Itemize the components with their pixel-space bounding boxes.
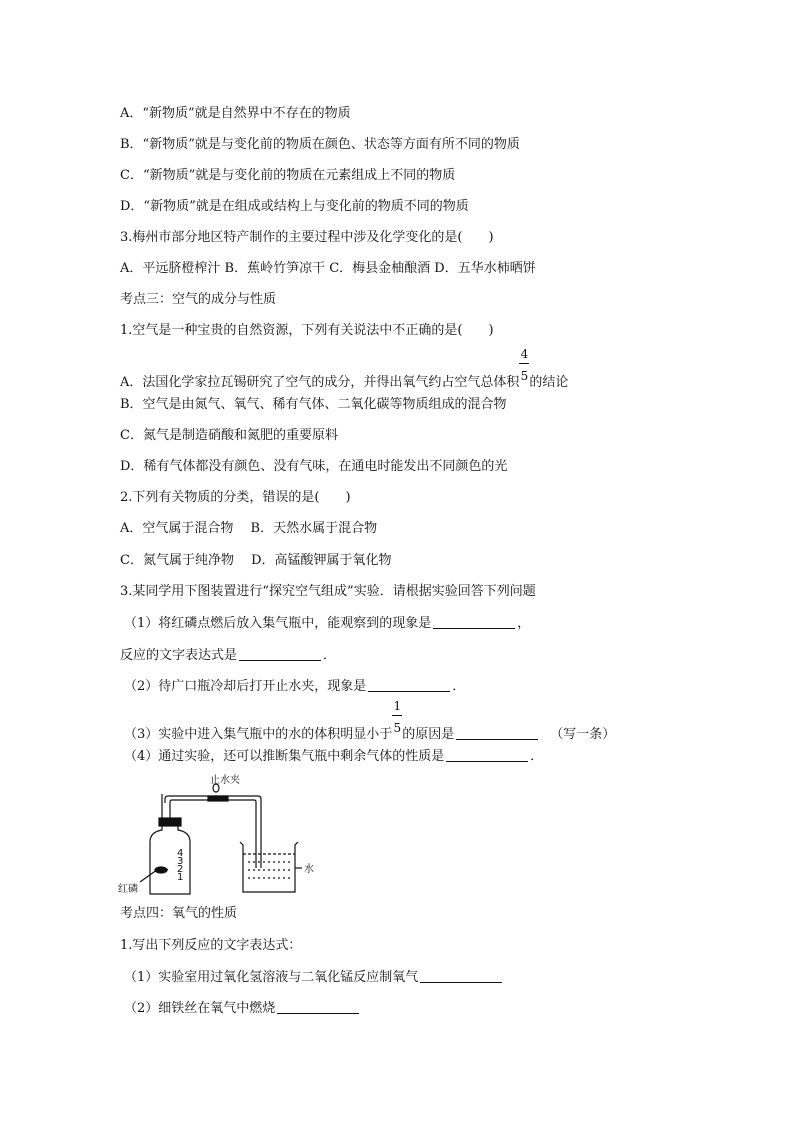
air-q3-part1-text: （1）将红磷点燃后放入集气瓶中，能观察到的现象是 [124,616,432,631]
scale-mark: 3 [177,856,184,867]
section-title-oxygen: 考点四：氧气的性质 [120,906,238,921]
answer-blank[interactable] [239,648,321,661]
fraction-bar [392,715,402,716]
fraction-four-fifths [519,347,529,386]
beaker [240,842,298,892]
q2-option-c: C．“新物质”就是与变化前的物质在元素组成上不同的物质 [120,168,456,183]
air-q3-stem: 3.某同学用下图装置进行“探究空气组成”实验．请根据实验回答下列问题 [120,584,536,599]
air-q2-stem: 2.下列有关物质的分类，错误的是( ) [120,490,351,505]
fraction-bar [519,363,529,364]
air-q1-option-c: C．氮气是制造硝酸和氮肥的重要原料 [120,428,338,443]
fraction-denominator: 5 [520,369,529,383]
air-q3-part2-punct: ． [452,679,466,694]
air-q3-part4-punct: ． [530,749,544,764]
q3-stem: 3.梅州市部分地区特产制作的主要过程中涉及化学变化的是( ) [120,230,494,245]
air-q1-option-a-end: 的结论 [529,375,569,390]
air-q3-part4 [124,749,543,765]
answer-blank[interactable] [368,679,450,692]
fraction-numerator: 4 [520,347,529,361]
air-q3-part4-text: （4）通过实验，还可以推断集气瓶中剩余气体的性质是 [124,749,445,764]
oxygen-q1-stem: 1.写出下列反应的文字表达式： [120,938,302,953]
oxygen-q1-part1-text: （1）实验室用过氧化氢溶液与二氧化锰反应制氧气 [124,970,419,985]
air-q1-stem: 1.空气是一种宝贵的自然资源，下列有关说法中不正确的是( ) [120,323,494,338]
air-q3-part3 [124,699,616,743]
air-q3-part1-punct: ， [517,616,531,631]
fraction-numerator: 1 [393,699,402,713]
fraction-denominator: 5 [393,721,402,735]
phosphorus-label: 红磷 [118,884,138,895]
oxygen-q1-part1 [124,970,504,986]
scale-mark: 2 [177,864,184,875]
phosphorus-leader-line [140,872,154,882]
clamp-label: 止水夹 [210,775,240,786]
clamp-bar [208,796,228,801]
air-q3-part1-cont-text: 反应的文字表达式是 [120,648,238,663]
red-phosphorus-icon [155,867,167,873]
air-composition-apparatus-figure [110,772,330,898]
air-q3-part3-text: （3）实验中进入集气瓶中的水的体积明显小于 [124,727,393,742]
answer-blank[interactable] [277,1001,359,1014]
q3-options: A．平远脐橙榨汁 B．蕉岭竹笋凉干 C．梅县金柚酿酒 D．五华水柿晒饼 [120,261,536,276]
air-q3-part3-note: （写一条） [550,727,616,742]
air-q1-option-a-text: A．法国化学家拉瓦锡研究了空气的成分，并得出氧气约占空气总体积 [120,375,520,390]
air-q3-part2-text: （2）待广口瓶冷却后打开止水夹，现象是 [124,679,367,694]
q2-option-a: A．“新物质”就是自然界中不存在的物质 [120,106,351,121]
answer-blank[interactable] [433,616,515,629]
air-q1-option-b: B．空气是由氮气、氧气、稀有气体、二氧化碳等物质组成的混合物 [120,397,507,412]
answer-blank[interactable] [420,970,502,983]
fraction-one-fifth [392,699,402,738]
scale-mark: 4 [177,848,184,859]
air-q2-options-row2: C．氮气属于纯净物 D．高锰酸钾属于氧化物 [120,553,392,568]
water-label: 水 [304,864,314,875]
oxygen-q1-part2-text: （2）细铁丝在氧气中燃烧 [124,1001,276,1016]
air-q3-part1 [124,616,530,632]
q2-option-d: D．“新物质”就是在组成或结构上与变化前的物质不同的物质 [120,199,469,214]
scale-mark: 1 [177,872,184,883]
air-q3-part1-cont [120,648,336,664]
answer-blank[interactable] [456,727,538,740]
air-q3-part2 [124,679,465,695]
answer-blank[interactable] [446,749,528,762]
q2-option-b: B．“新物质”就是与变化前的物质在颜色、状态等方面有所不同的物质 [120,137,520,152]
gas-collecting-bottle [150,824,190,894]
rubber-stopper [159,818,181,826]
air-q1-option-a [120,347,569,391]
air-q2-options-row1: A．空气属于混合物 B．天然水属于混合物 [120,521,378,536]
air-q3-part3-mid: 的原因是 [402,727,455,742]
air-q3-part1-cont-punct: ． [323,648,337,663]
section-title-air: 考点三：空气的成分与性质 [120,292,277,307]
air-q1-option-d: D．稀有气体都没有颜色、没有气味，在通电时能发出不同颜色的光 [120,459,508,474]
oxygen-q1-part2 [124,1001,361,1017]
